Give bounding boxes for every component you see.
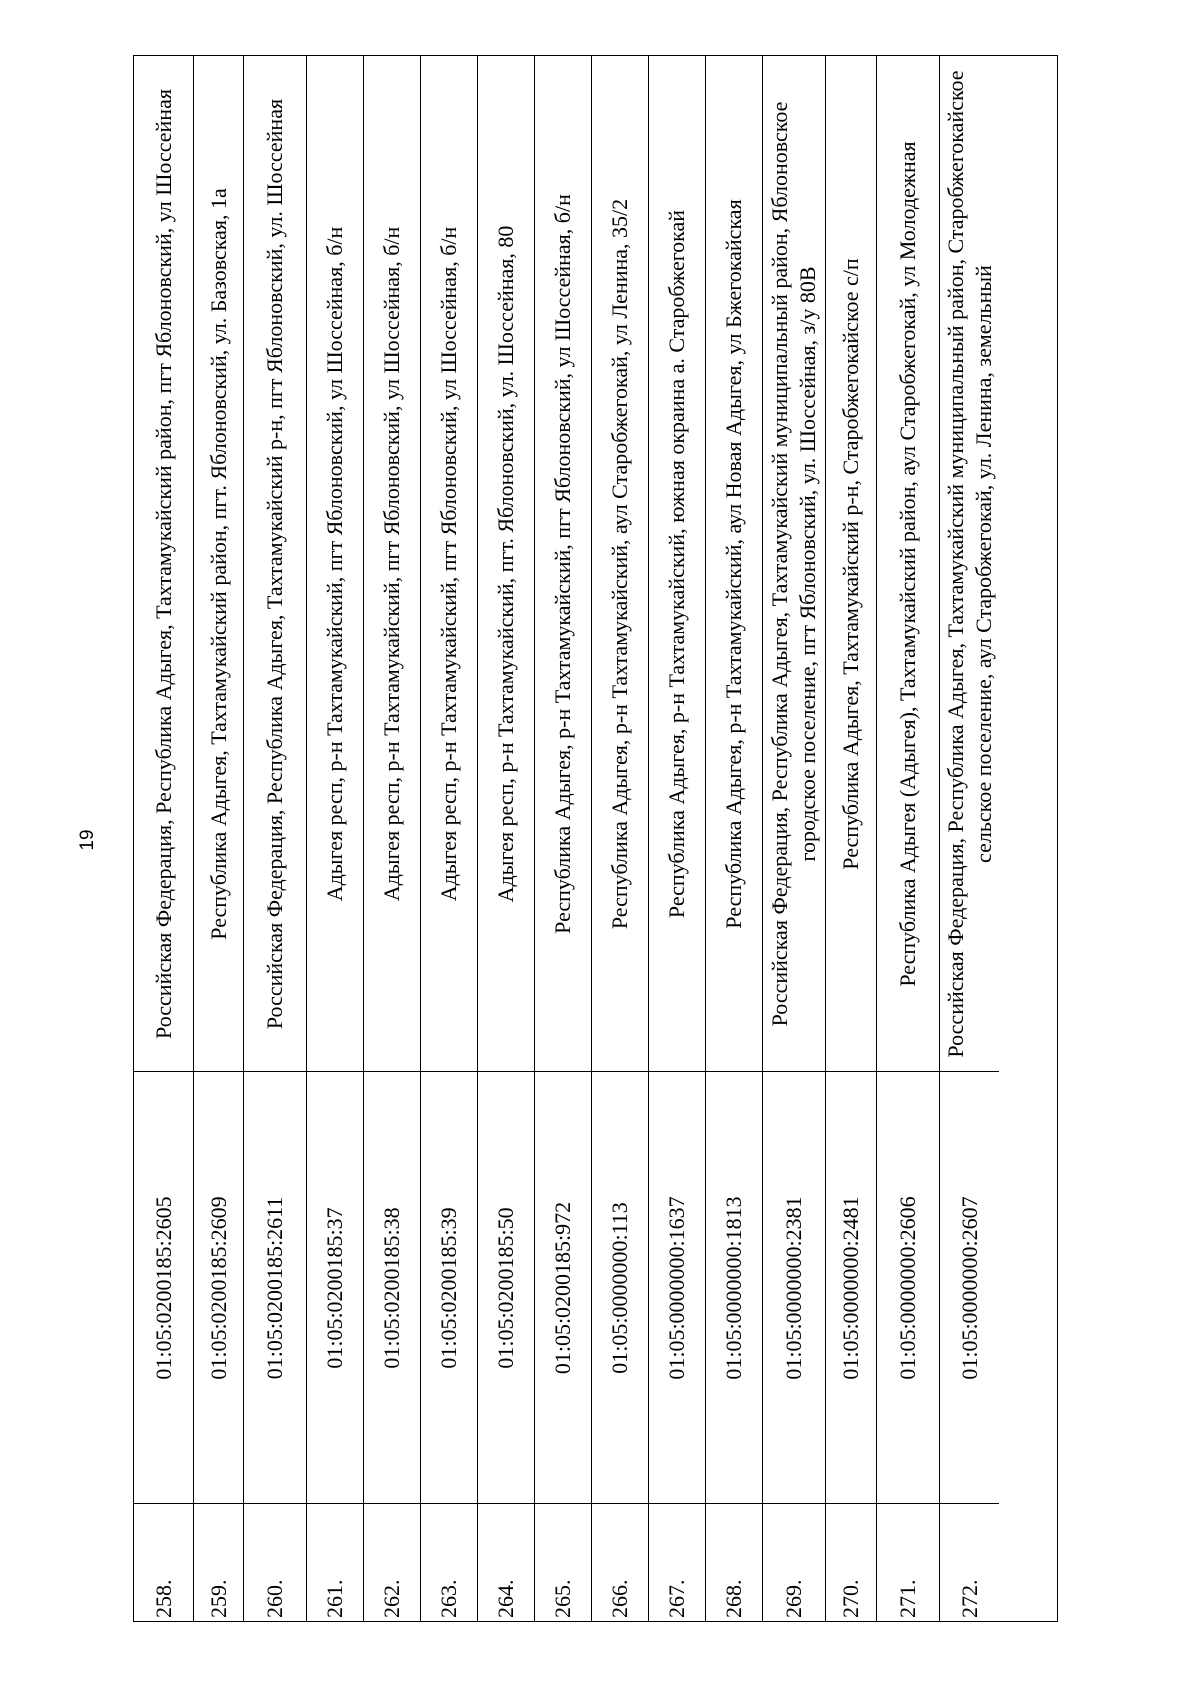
cadastral-number-cell [194,1071,243,1503]
row-number-cell [649,1503,705,1621]
address: Республика Адыгея, р-н Тахтамукайский, пгт Яблоновский, ул Шоссейная, б/н [550,193,575,934]
table-row [649,56,706,1621]
row-number-cell [244,1503,306,1621]
cadastral-number-cell [478,1071,534,1503]
address: Республика Адыгея, р-н Тахтамукайский, южная окраина а. Старобжегокай [664,209,689,918]
row-number: 258. [150,1579,176,1618]
cadastral-number: 01:05:0200185:37 [322,1206,347,1369]
cadastral-number: 01:05:0200185:2605 [150,1195,176,1380]
address-cell [364,56,420,1071]
address: Российская Федерация, Республика Адыгея, Тахтамукайский муниципальный район, Яблоновское городское поселение, пгт Яблоновский, ул. Шоссейная, з/у 80В [767,101,820,1026]
table-row [706,56,763,1621]
cadastral-number: 01:05:0200185:2611 [262,1196,287,1379]
row-number: 261. [322,1579,347,1618]
table-row [478,56,535,1621]
address-cell [134,56,193,1071]
table-row [244,56,307,1621]
row-number-cell [307,1503,363,1621]
address-cell [940,56,999,1071]
row-number: 267. [664,1579,689,1618]
address: Адыгея респ, р-н Тахтамукайский, пгт Яблоновский, ул Шоссейная, б/н [379,226,404,901]
cadastral-number-cell [877,1071,939,1503]
row-number: 272. [956,1579,982,1618]
row-number-cell [877,1503,939,1621]
cadastral-number-cell [421,1071,477,1503]
row-number: 270. [838,1579,863,1618]
cadastral-number: 01:05:0000000:2606 [895,1195,920,1380]
row-number-cell [763,1503,825,1621]
cadastral-number-cell [826,1071,876,1503]
row-number-cell [826,1503,876,1621]
table-row [940,56,999,1621]
address-cell [763,56,825,1071]
row-number-cell [194,1503,243,1621]
table-row [877,56,940,1621]
cadastral-number-cell [763,1071,825,1503]
cadastral-number: 01:05:0200185:50 [493,1206,518,1369]
row-number-cell [535,1503,591,1621]
land-plots-table [133,55,1058,1622]
address-cell [592,56,648,1071]
address: Республика Адыгея, р-н Тахтамукайский, аул Новая Адыгея, ул Бжегокайская [721,198,746,929]
address-cell [421,56,477,1071]
address-cell [535,56,591,1071]
table-row [421,56,478,1621]
address: Российская Федерация, Республика Адыгея, Тахтамукайский район, пгт Яблоновский, ул Шоссейная [150,88,176,1039]
address-cell [826,56,876,1071]
address-cell [244,56,306,1071]
address: Республика Адыгея (Адыгея), Тахтамукайский район, аул Старобжегокай, ул Молодежная [895,140,920,987]
row-number: 266. [607,1579,632,1618]
table-row [364,56,421,1621]
cadastral-number: 01:05:0000000:2381 [781,1195,806,1380]
address: Адыгея респ, р-н Тахтамукайский, пгт. Яблоновский, ул. Шоссейная, 80 [493,225,518,902]
row-number: 264. [493,1579,518,1618]
table-row [535,56,592,1621]
cadastral-number: 01:05:0200185:972 [550,1201,575,1374]
cadastral-number-cell [940,1071,999,1503]
cadastral-number-cell [244,1071,306,1503]
cadastral-number-cell [134,1071,193,1503]
address-cell [877,56,939,1071]
row-number-cell [364,1503,420,1621]
cadastral-number-cell [592,1071,648,1503]
row-number: 263. [436,1579,461,1618]
cadastral-number-cell [706,1071,762,1503]
cadastral-number-cell [535,1071,591,1503]
cadastral-number-cell [364,1071,420,1503]
address: Республика Адыгея, Тахтамукайский р-н, Старобжегокайское с/п [838,257,863,870]
table-row [134,56,194,1621]
row-number: 268. [721,1579,746,1618]
table-row [194,56,244,1621]
address-cell [649,56,705,1071]
address: Адыгея респ, р-н Тахтамукайский, пгт Яблоновский, ул Шоссейная, б/н [322,226,347,901]
table-row [592,56,649,1621]
cadastral-number-cell [307,1071,363,1503]
address-cell [194,56,243,1071]
cadastral-number: 01:05:0000000:1637 [664,1195,689,1380]
row-number-cell [940,1503,999,1621]
address-cell [307,56,363,1071]
row-number: 269. [781,1579,806,1618]
address: Республика Адыгея, р-н Тахтамукайский, аул Старобжегокай, ул Ленина, 35/2 [607,198,632,929]
row-number-cell [421,1503,477,1621]
row-number: 259. [205,1579,231,1618]
address: Республика Адыгея, Тахтамукайский район, пгт. Яблоновский, ул. Базовская, 1а [205,187,231,940]
row-number-cell [478,1503,534,1621]
row-number: 260. [262,1579,287,1618]
address: Адыгея респ, р-н Тахтамукайский, пгт Яблоновский, ул Шоссейная, б/н [436,226,461,901]
row-number: 262. [379,1579,404,1618]
table-row [307,56,364,1621]
cadastral-number: 01:05:0000000:2481 [838,1195,863,1380]
page-number: 19 [77,829,98,851]
cadastral-number-cell [649,1071,705,1503]
address: Российская Федерация, Республика Адыгея, Тахтамукайский муниципальный район, Старобжегокайское сельское поселение, аул Старобжегокай, ул. Ленина, земельный [942,69,996,1058]
row-number-cell [134,1503,193,1621]
cadastral-number: 01:05:0000000:113 [607,1201,632,1374]
cadastral-number: 01:05:0000000:2607 [956,1195,982,1380]
cadastral-number: 01:05:0200185:38 [379,1206,404,1369]
cadastral-number: 01:05:0200185:39 [436,1206,461,1369]
cadastral-number: 01:05:0200185:2609 [205,1195,231,1380]
address: Российская Федерация, Республика Адыгея, Тахтамукайский р-н, пгт Яблоновский, ул. Шоссейная [262,98,287,1029]
address-cell [706,56,762,1071]
cadastral-number: 01:05:0000000:1813 [721,1195,746,1380]
row-number-cell [706,1503,762,1621]
row-number-cell [592,1503,648,1621]
table-row [826,56,877,1621]
table-row [763,56,826,1621]
row-number: 271. [895,1579,920,1618]
address-cell [478,56,534,1071]
row-number: 265. [550,1579,575,1618]
